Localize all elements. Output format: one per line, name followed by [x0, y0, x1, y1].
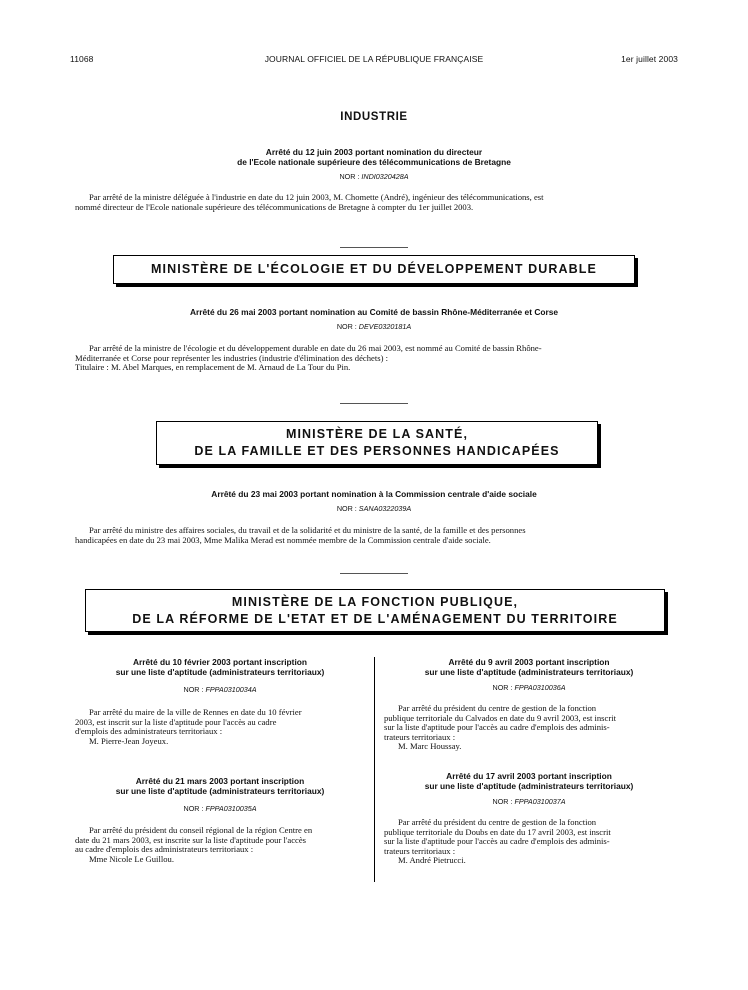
nor-label: NOR : — [336, 322, 359, 331]
nor-label: NOR : — [336, 504, 359, 513]
article-title-line: Arrêté du 21 mars 2003 portant inscription — [135, 776, 305, 786]
nor-label: NOR : — [183, 804, 206, 813]
article-title — [75, 776, 365, 796]
text-line: Mme Nicole Le Guillou. — [89, 853, 174, 864]
text-line: Par arrêté du président du centre de gestion de la fonction — [398, 703, 597, 713]
nor-reference — [75, 685, 365, 694]
article-title — [384, 657, 674, 677]
article-title-line: Arrêté du 10 février 2003 portant inscription — [132, 657, 308, 667]
text-line: Par arrêté du président du centre de gestion de la fonction — [398, 817, 597, 827]
page-number: 11068 — [70, 54, 94, 64]
article-title — [75, 657, 365, 677]
separator — [340, 403, 408, 404]
nor-code: FPPA0310036A — [514, 683, 566, 692]
text-line: sur la liste d'aptitude pour l'accès au cadre d'emplois des adminis- — [384, 722, 610, 733]
nor-reference — [75, 804, 365, 813]
ministry-name-line: DE LA FAMILLE ET DES PERSONNES HANDICAPÉES — [194, 444, 560, 458]
ministry-box-fonction-publique — [85, 589, 665, 632]
article-text — [75, 826, 365, 864]
text-line: sur la liste d'aptitude pour l'accès au cadre d'emplois des adminis- — [384, 836, 610, 847]
ministry-name: MINISTÈRE DE L'ÉCOLOGIE ET DU DÉVELOPPEMENT DURABLE — [151, 262, 597, 276]
text-line: publique territoriale du Doubs en date du 17 avril 2003, est inscrit — [384, 826, 611, 837]
ministry-name-line: MINISTÈRE DE LA FONCTION PUBLIQUE, — [231, 595, 519, 609]
ministry-name-line: MINISTÈRE DE LA SANTÉ, — [285, 427, 469, 441]
article-title-line: sur une liste d'aptitude (administrateurs territoriaux) — [115, 667, 325, 677]
nor-code: DEVE0320181A — [358, 322, 412, 331]
text-line: nommé directeur de l'Ecole nationale supérieure des télécommunications de Bretagne à compter du 1er juillet 2003. — [75, 201, 474, 212]
text-line: Par arrêté du maire de la ville de Rennes en date du 10 février — [89, 707, 302, 717]
ministry-name-line: DE LA RÉFORME DE L'ETAT ET DE L'AMÉNAGEMENT DU TERRITOIRE — [132, 612, 618, 626]
ministry-box-ecologie — [113, 255, 635, 284]
article-text — [75, 708, 365, 746]
nor-reference — [384, 797, 674, 806]
article-text — [75, 526, 675, 545]
article-title-line: Arrêté du 12 juin 2003 portant nomination du directeur — [265, 147, 483, 157]
text-line: Par arrêté de la ministre déléguée à l'industrie en date du 12 juin 2003, M. Chomette (André), ingénieur des télécommunications, est — [89, 192, 544, 202]
nor-label: NOR : — [339, 172, 362, 181]
nor-label: NOR : — [492, 797, 515, 806]
text-line: publique territoriale du Calvados en date du 9 avril 2003, est inscrit — [384, 712, 616, 723]
article-title-line: Arrêté du 17 avril 2003 portant inscription — [446, 771, 612, 781]
nor-code: INDI0320428A — [361, 172, 409, 181]
text-line: Méditerranée et Corse pour représenter les industries (industrie d'élimination des déchets) : — [75, 352, 388, 363]
article-text — [75, 344, 675, 373]
article-title — [384, 771, 674, 791]
article-title-line: sur une liste d'aptitude (administrateurs territoriaux) — [424, 667, 634, 677]
article-title-line: sur une liste d'aptitude (administrateurs territoriaux) — [115, 786, 325, 796]
text-line: date du 21 mars 2003, est inscrite sur la liste d'aptitude pour l'accès — [75, 834, 307, 845]
nor-label: NOR : — [183, 685, 206, 694]
article-title-line: sur une liste d'aptitude (administrateurs territoriaux) — [424, 781, 634, 791]
nor-label: NOR : — [492, 683, 515, 692]
separator — [340, 247, 408, 248]
text-line: trateurs territoriaux : — [384, 731, 456, 742]
text-line: handicapées en date du 23 mai 2003, Mme Malika Merad est nommée membre de la Commission centrale d'aide sociale. — [75, 534, 491, 545]
article-text — [384, 818, 674, 866]
article-text — [75, 193, 675, 212]
text-line: Par arrêté du président du conseil régional de la région Centre en — [89, 825, 313, 835]
column-divider — [374, 657, 375, 882]
ministry-box-sante — [156, 421, 598, 465]
nor-reference — [384, 683, 674, 692]
text-line: 2003, est inscrit sur la liste d'aptitude pour l'accès au cadre — [75, 716, 277, 727]
text-line: Titulaire : M. Abel Marques, en remplacement de M. Arnaud de La Tour du Pin. — [75, 362, 351, 373]
nor-reference — [0, 322, 748, 331]
text-line: d'emplois des administrateurs territoriaux : — [75, 726, 223, 737]
text-line: trateurs territoriaux : — [384, 845, 456, 856]
text-line: Par arrêté de la ministre de l'écologie et du développement durable en date du 26 mai 2003, est nommé au Comité de bassin Rhône- — [89, 343, 542, 353]
nor-reference — [0, 504, 748, 513]
article-text — [384, 704, 674, 752]
article-title — [0, 147, 748, 167]
separator — [340, 573, 408, 574]
text-line: M. Pierre-Jean Joyeux. — [89, 735, 169, 746]
nor-code: FPPA0310035A — [205, 804, 257, 813]
text-line: M. Marc Houssay. — [398, 741, 462, 752]
text-line: Par arrêté du ministre des affaires sociales, du travail et de la solidarité et du ministre de la santé, de la famille et des personnes — [89, 525, 526, 535]
text-line: au cadre d'emplois des administrateurs territoriaux : — [75, 844, 254, 855]
nor-code: FPPA0310034A — [205, 685, 257, 694]
text-line: M. André Pietrucci. — [398, 855, 466, 866]
nor-code: SANA0322039A — [358, 504, 412, 513]
article-title-line: de l'Ecole nationale supérieure des télécommunications de Bretagne — [237, 157, 511, 167]
article-title: Arrêté du 26 mai 2003 portant nomination au Comité de bassin Rhône-Méditerranée et Corse — [189, 307, 559, 317]
article-title: Arrêté du 23 mai 2003 portant nomination à la Commission centrale d'aide sociale — [211, 489, 537, 499]
article-title-line: Arrêté du 9 avril 2003 portant inscription — [448, 657, 610, 667]
journal-title: JOURNAL OFFICIEL DE LA RÉPUBLIQUE FRANÇAISE — [264, 54, 484, 64]
issue-date: 1er juillet 2003 — [621, 54, 678, 64]
nor-reference — [0, 172, 748, 181]
section-industrie: INDUSTRIE — [340, 111, 408, 123]
nor-code: FPPA0310037A — [514, 797, 566, 806]
